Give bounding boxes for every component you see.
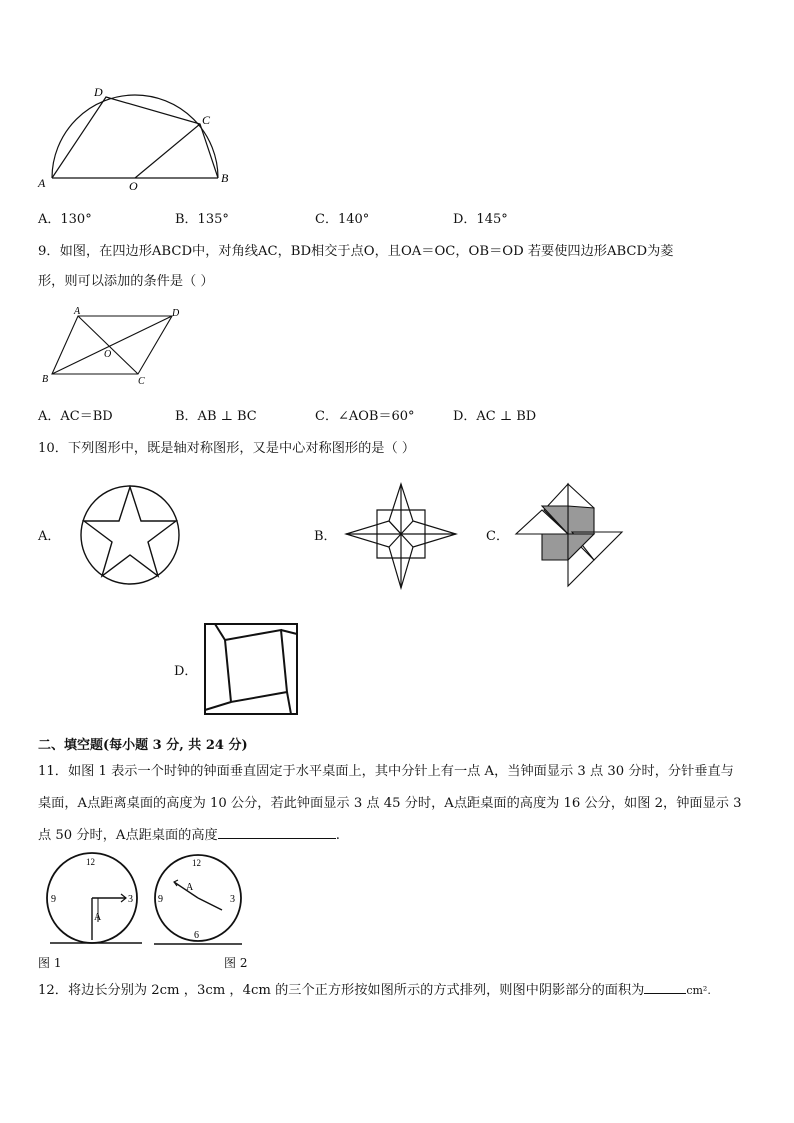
q9-figure [40, 304, 190, 386]
clock1-point-A: A [94, 912, 102, 923]
q11-stem-line3 [38, 824, 340, 843]
q9-label-C: C [138, 376, 145, 386]
q9-label-B: B [42, 374, 49, 385]
q9-label-D: D [172, 308, 180, 319]
q8-option-b: B．135° [175, 212, 229, 227]
q10-option-c-label: C． [486, 529, 509, 544]
q8-label-O: O [129, 179, 138, 192]
q11-clock-figure-1 [36, 852, 148, 952]
q11-stem-line3-end: . [335, 828, 340, 843]
clock2-point-A: A [186, 882, 194, 893]
q8-option-d: D．145° [453, 212, 508, 227]
q10-option-d-label: D． [174, 664, 198, 679]
q12-unit: cm². [686, 984, 711, 997]
q9-option-b: B．AB ⊥ BC [175, 409, 257, 424]
q11-answer-blank[interactable] [218, 826, 336, 839]
q9-option-c: C．∠AOB＝60° [315, 409, 415, 424]
clock1-num-3: 3 [128, 894, 133, 905]
q9-stem-line1: 9．如图，在四边形ABCD中，对角线AC，BD相交于点O，且OA＝OC，OB＝OD 若要使四边形ABCD为菱 [38, 244, 674, 259]
q8-figure [36, 82, 236, 192]
clock2-num-12: 12 [192, 858, 201, 868]
clock1-num-9: 9 [51, 894, 56, 905]
q10-option-a-star-in-circle [78, 484, 184, 586]
q9-label-O: O [104, 349, 112, 360]
clock2-num-3: 3 [230, 894, 235, 905]
clock2-num-9: 9 [158, 894, 163, 905]
q11-stem-line2: 桌面，A点距离桌面的高度为 10 公分，若此钟面显示 3 点 45 分时，A点距桌面的高度为 16 公分，如图 2，钟面显示 3 [38, 796, 742, 811]
clock1-num-12: 12 [86, 857, 95, 867]
q12-answer-blank[interactable] [644, 981, 686, 994]
q8-label-D: D [94, 85, 103, 99]
q12-stem-text: 12．将边长分别为 2cm ，3cm ，4cm 的三个正方形按如图所示的方式排列，则图中阴影部分的面积为 [38, 983, 645, 998]
q10-option-c-pinwheel [514, 482, 626, 590]
q9-label-A: A [74, 306, 81, 317]
q8-option-c: C．140° [315, 212, 370, 227]
q9-stem-line2: 形，则可以添加的条件是（ ） [38, 274, 214, 289]
section2-title: 二、填空题(每小题 3 分, 共 24 分) [38, 738, 248, 753]
q8-label-A: A [38, 176, 46, 190]
q11-stem-line3-text: 点 50 分时，A点距桌面的高度 [38, 828, 218, 843]
q10-option-b-label: B． [314, 529, 337, 544]
q8-option-a: A．130° [38, 212, 92, 227]
q11-fig2-caption: 图 2 [224, 956, 248, 970]
q11-fig1-caption: 图 1 [38, 956, 62, 970]
q8-label-B: B [221, 171, 229, 185]
q9-option-d: D．AC ⊥ BD [453, 409, 537, 424]
q10-option-a-label: A． [38, 529, 61, 544]
q8-label-C: C [202, 113, 211, 127]
q10-option-d-nested-squares [203, 622, 299, 716]
clock2-num-6: 6 [194, 930, 199, 941]
q9-option-a: A．AC＝BD [38, 409, 113, 424]
q12-stem [38, 979, 711, 998]
q10-stem: 10．下列图形中，既是轴对称图形，又是中心对称图形的是（ ） [38, 441, 416, 456]
q11-clock-figure-2 [152, 852, 244, 952]
q10-option-b-compass-star [344, 480, 458, 592]
q11-stem-line1: 11．如图 1 表示一个时钟的钟面垂直固定于水平桌面上，其中分针上有一点 A，当钟面显示 3 点 30 分时，分针垂直与 [38, 764, 734, 779]
